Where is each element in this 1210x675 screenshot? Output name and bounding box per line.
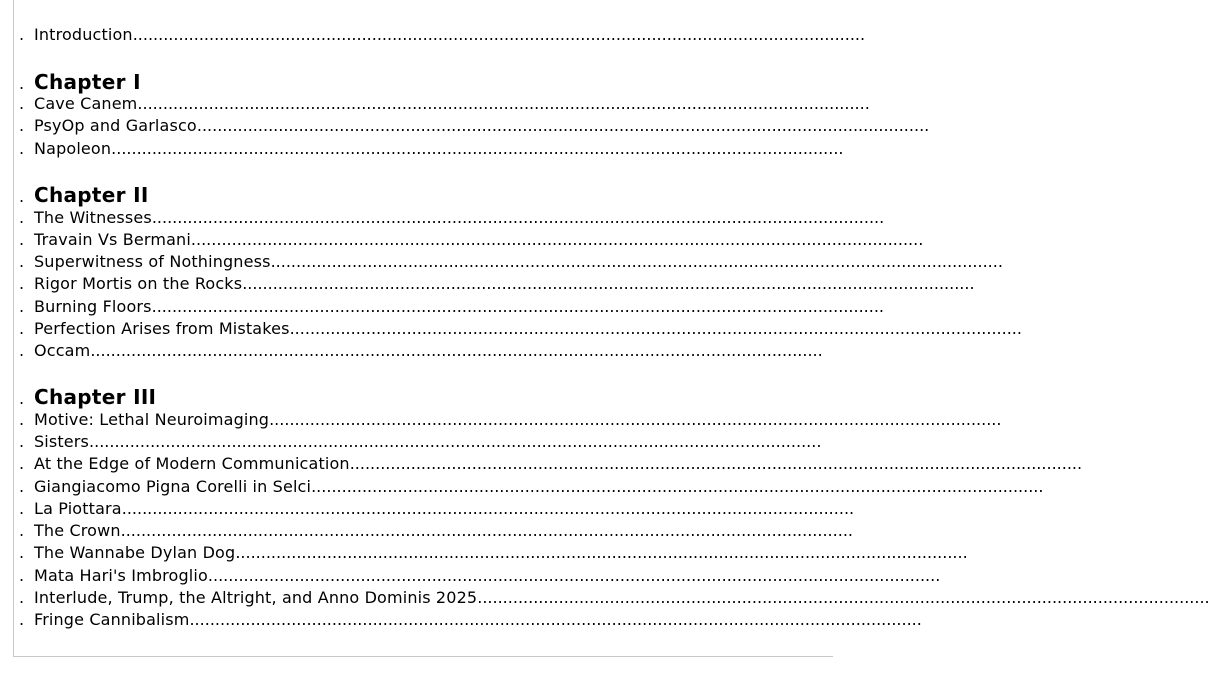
toc-entry[interactable]	[19, 499, 854, 519]
table-of-contents	[13, 0, 1210, 657]
toc-entry-label: The Witnesses	[34, 208, 152, 227]
dot-leader: ................................................................................................................................................	[190, 230, 924, 249]
dot-leader: ................................................................................................................................................	[90, 341, 823, 360]
toc-entry-label: Sisters	[34, 432, 90, 451]
toc-bullet: .	[19, 543, 25, 562]
toc-bullet: .	[19, 208, 25, 227]
toc-entry[interactable]	[19, 588, 1210, 608]
toc-bullet: .	[19, 389, 25, 408]
toc-entry[interactable]	[19, 610, 922, 630]
dot-leader: ................................................................................................................................................	[311, 477, 1044, 496]
toc-entry-introduction[interactable]	[19, 25, 865, 45]
toc-bullet: .	[19, 610, 25, 629]
toc-entry-label: Fringe Cannibalism	[34, 610, 190, 629]
toc-bullet: .	[19, 139, 25, 158]
chapter-heading	[19, 385, 156, 409]
toc-entry-label: At the Edge of Modern Communication	[34, 454, 350, 473]
dot-leader: ................................................................................................................................................	[349, 454, 1083, 473]
toc-bullet: .	[19, 432, 25, 451]
toc-entry[interactable]	[19, 566, 940, 586]
toc-entry[interactable]	[19, 116, 929, 136]
toc-entry[interactable]	[19, 521, 853, 541]
chapter-heading	[19, 183, 149, 207]
toc-entry-label: Perfection Arises from Mistakes	[34, 319, 290, 338]
toc-entry[interactable]	[19, 543, 968, 563]
toc-entry[interactable]	[19, 208, 884, 228]
toc-bullet: .	[19, 230, 25, 249]
toc-bullet: .	[19, 187, 25, 206]
dot-leader: ................................................................................................................................................	[189, 610, 922, 629]
toc-entry-label: Mata Hari's Imbroglio	[34, 566, 208, 585]
toc-entry[interactable]	[19, 297, 884, 317]
toc-bullet: .	[19, 297, 25, 316]
chapter-heading	[19, 70, 141, 94]
toc-entry-label: Travain Vs Bermani	[34, 230, 191, 249]
toc-entry[interactable]	[19, 454, 1082, 474]
dot-leader: ................................................................................................................................................	[196, 116, 930, 135]
toc-bullet: .	[19, 477, 25, 496]
dot-leader: ................................................................................................................................................	[89, 432, 822, 451]
toc-bullet: .	[19, 499, 25, 518]
toc-bullet: .	[19, 74, 25, 93]
toc-entry[interactable]	[19, 319, 1022, 339]
toc-bullet: .	[19, 521, 25, 540]
dot-leader: ................................................................................................................................................	[120, 521, 853, 540]
dot-leader: ................................................................................................................................................	[137, 94, 870, 113]
chapter-heading-label: Chapter I	[34, 70, 141, 94]
toc-entry-label: Motive: Lethal Neuroimaging	[34, 410, 270, 429]
dot-leader: ................................................................................................................................................	[111, 139, 844, 158]
toc-bullet: .	[19, 116, 25, 135]
toc-bullet: .	[19, 454, 25, 473]
toc-entry-label: Napoleon	[34, 139, 112, 158]
chapter-heading-label: Chapter III	[34, 385, 157, 409]
dot-leader: ................................................................................................................................................	[269, 410, 1002, 429]
toc-entry[interactable]	[19, 477, 1043, 497]
toc-bullet: .	[19, 25, 25, 44]
dot-leader: ................................................................................................................................................	[235, 543, 968, 562]
toc-bullet: .	[19, 341, 25, 360]
toc-entry-label: Occam	[34, 341, 91, 360]
toc-entry-label: Rigor Mortis on the Rocks	[34, 274, 243, 293]
toc-entry[interactable]	[19, 139, 844, 159]
toc-bullet: .	[19, 410, 25, 429]
dot-leader: ................................................................................................................................................	[477, 588, 1210, 607]
toc-entry-label: Cave Canem	[34, 94, 138, 113]
toc-entry[interactable]	[19, 252, 1003, 272]
dot-leader: ................................................................................................................................................	[289, 319, 1022, 338]
toc-bullet: .	[19, 319, 25, 338]
toc-entry[interactable]	[19, 341, 823, 361]
toc-entry[interactable]	[19, 274, 975, 294]
dot-leader: ................................................................................................................................................	[242, 274, 975, 293]
toc-entry[interactable]	[19, 410, 1001, 430]
toc-entry-label: Interlude, Trump, the Altright, and Anno Dominis 2025	[34, 588, 478, 607]
toc-bullet: .	[19, 252, 25, 271]
dot-leader: ................................................................................................................................................	[207, 566, 941, 585]
toc-entry-label: PsyOp and Garlasco	[34, 116, 197, 135]
toc-entry[interactable]	[19, 94, 870, 114]
toc-entry-label: Burning Floors	[34, 297, 152, 316]
dot-leader: ................................................................................................................................................	[270, 252, 1003, 271]
toc-entry-label: The Wannabe Dylan Dog	[34, 543, 236, 562]
dot-leader: ................................................................................................................................................	[151, 297, 884, 316]
chapter-heading-label: Chapter II	[34, 183, 149, 207]
dot-leader: ................................................................................................................................................	[151, 208, 885, 227]
toc-bullet: .	[19, 94, 25, 113]
toc-bullet: .	[19, 274, 25, 293]
dot-leader: ................................................................................................................................................	[132, 25, 866, 44]
toc-entry[interactable]	[19, 432, 821, 452]
toc-entry-label: Giangiacomo Pigna Corelli in Selci	[34, 477, 312, 496]
toc-bullet: .	[19, 588, 25, 607]
toc-bullet: .	[19, 566, 25, 585]
toc-entry-label: The Crown	[34, 521, 121, 540]
toc-entry[interactable]	[19, 230, 923, 250]
dot-leader: ................................................................................................................................................	[121, 499, 855, 518]
toc-entry-label: Superwitness of Nothingness	[34, 252, 271, 271]
toc-entry-label: La Piottara	[34, 499, 122, 518]
toc-entry-label: Introduction	[34, 25, 133, 44]
